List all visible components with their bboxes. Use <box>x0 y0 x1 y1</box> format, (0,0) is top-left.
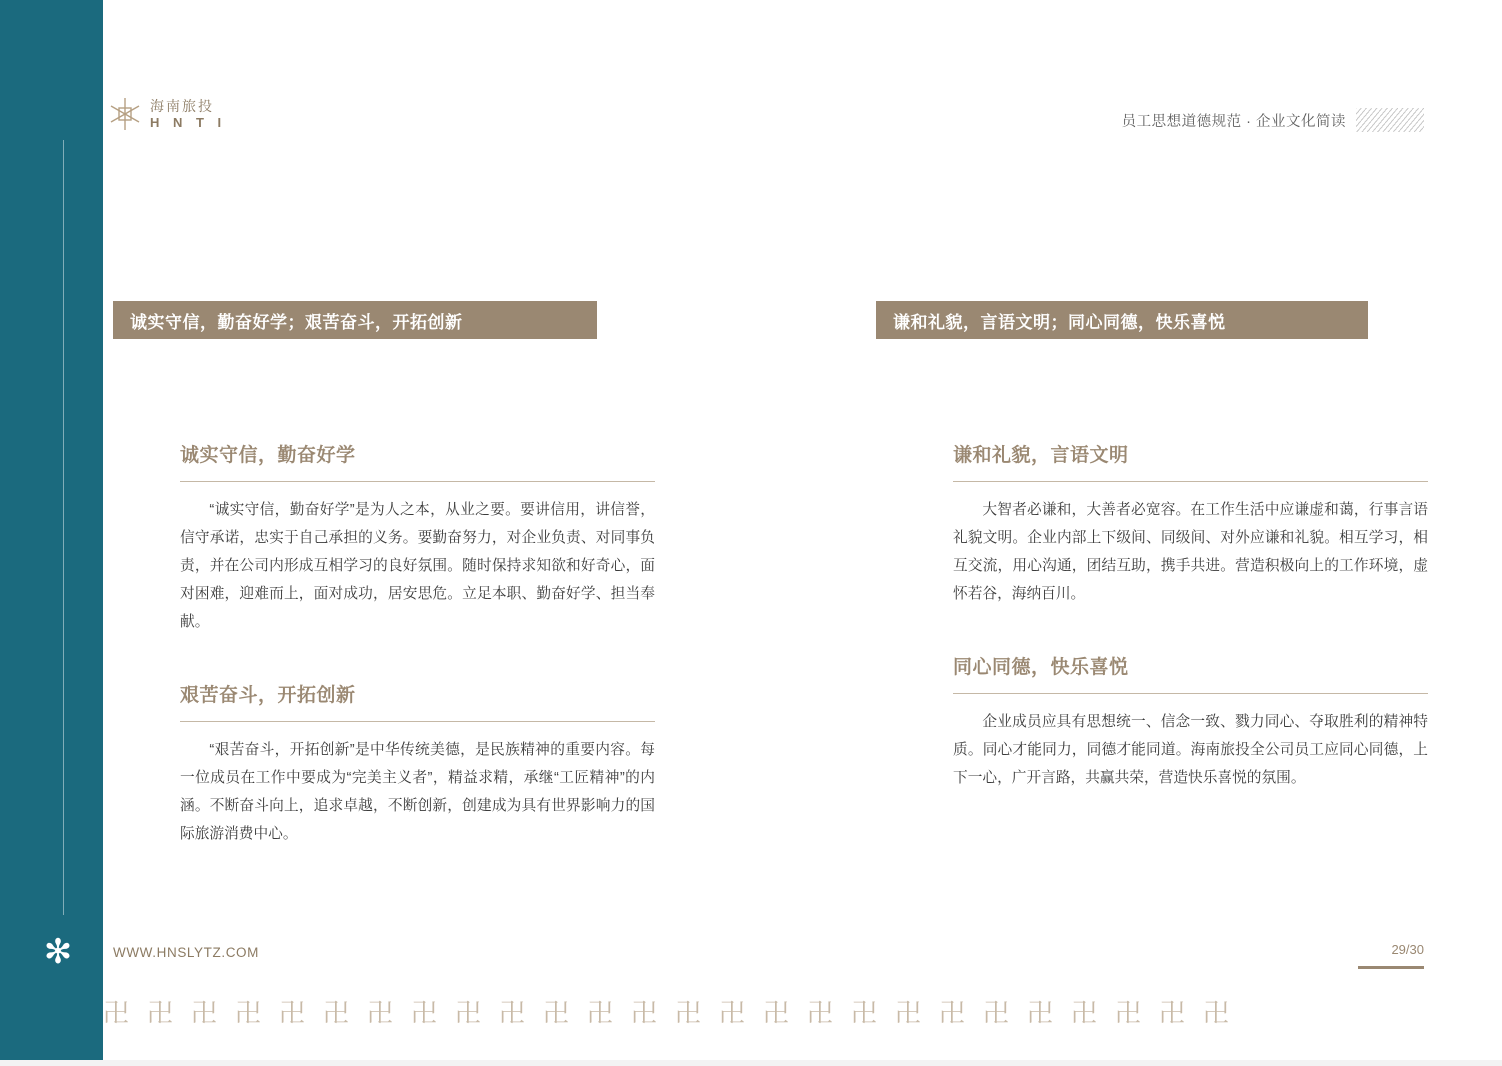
section-banner-left-label: 诚实守信，勤奋好学；艰苦奋斗，开拓创新 <box>130 312 463 332</box>
section-banner-right-label: 谦和礼貌，言语文明；同心同德，快乐喜悦 <box>893 312 1226 332</box>
asterisk-decoration-icon: ✻ <box>43 933 73 971</box>
section-body: 企业成员应具有思想统一、信念一致、戮力同心、夺取胜利的精神特质。同心才能同力，同德才能同道。海南旅投全公司员工应同心同德，上下一心，广开言路，共赢共荣，营造快乐喜悦的氛围。 <box>953 714 1428 786</box>
content-column-right <box>953 440 1428 792</box>
content-column-left <box>180 440 655 848</box>
section-title: 艰苦奋斗，开拓创新 <box>180 685 356 706</box>
section-body: “诚实守信，勤奋好学”是为人之本，从业之要。要讲信用，讲信誉，信守承诺，忠实于自己承担的义务。要勤奋努力，对企业负责、对同事负责，并在公司内形成互相学习的良好氛围。随时保持求知欲和好奇心，面对困难，迎难而上，面对成功，居安思危。立足本职、勤奋好学、担当奉献。 <box>180 502 655 630</box>
section-title: 同心同德，快乐喜悦 <box>953 657 1129 678</box>
page-number-underline <box>1358 966 1424 969</box>
asterisk-logo-icon <box>108 96 142 132</box>
brand-logo-text <box>150 97 226 131</box>
footer-pattern-glyphs: 卍卍卍卍卍卍卍卍卍卍卍卍卍卍卍卍卍卍卍卍卍卍卍卍卍卍 <box>103 999 1248 1029</box>
section-divider <box>953 481 1428 482</box>
content-section <box>953 440 1428 608</box>
header-right-block <box>1122 108 1424 132</box>
brand-name-en: H N T I <box>150 115 227 130</box>
section-title: 诚实守信，勤奋好学 <box>180 445 356 466</box>
vertical-divider-line <box>63 140 64 915</box>
section-divider <box>180 721 655 722</box>
content-section <box>953 652 1428 792</box>
section-title: 谦和礼貌，言语文明 <box>953 445 1129 466</box>
footer-website-url: WWW.HNSLYTZ.COM <box>113 945 259 960</box>
content-section <box>180 440 655 636</box>
page-header-title: 员工思想道德规范 · 企业文化简读 <box>1121 113 1346 130</box>
diagonal-hatch-decoration <box>1356 108 1424 132</box>
section-banner-right <box>876 301 1368 339</box>
content-section <box>180 680 655 848</box>
brand-name-cn: 海南旅投 <box>150 98 214 114</box>
section-body: “艰苦奋斗，开拓创新”是中华传统美德，是民族精神的重要内容。每一位成员在工作中要成为“完美主义者”，精益求精，承继“工匠精神”的内涵。不断奋斗向上，追求卓越，不断创新，创建成为具有世界影响力的国际旅游消费中心。 <box>180 742 655 842</box>
section-divider <box>953 693 1428 694</box>
page-bottom-edge <box>0 1060 1502 1066</box>
section-banner-left <box>113 301 597 339</box>
section-body: 大智者必谦和，大善者必宽容。在工作生活中应谦虚和蔼，行事言语礼貌文明。企业内部上下级间、同级间、对外应谦和礼貌。相互学习，相互交流，用心沟通，团结互助，携手共进。营造积极向上的工作环境，虚怀若谷，海纳百川。 <box>953 502 1428 602</box>
page-number: 29/30 <box>1391 942 1424 957</box>
left-accent-bar <box>0 0 103 1066</box>
footer-pattern-decoration <box>103 998 1502 1030</box>
section-divider <box>180 481 655 482</box>
brand-logo <box>108 96 226 132</box>
